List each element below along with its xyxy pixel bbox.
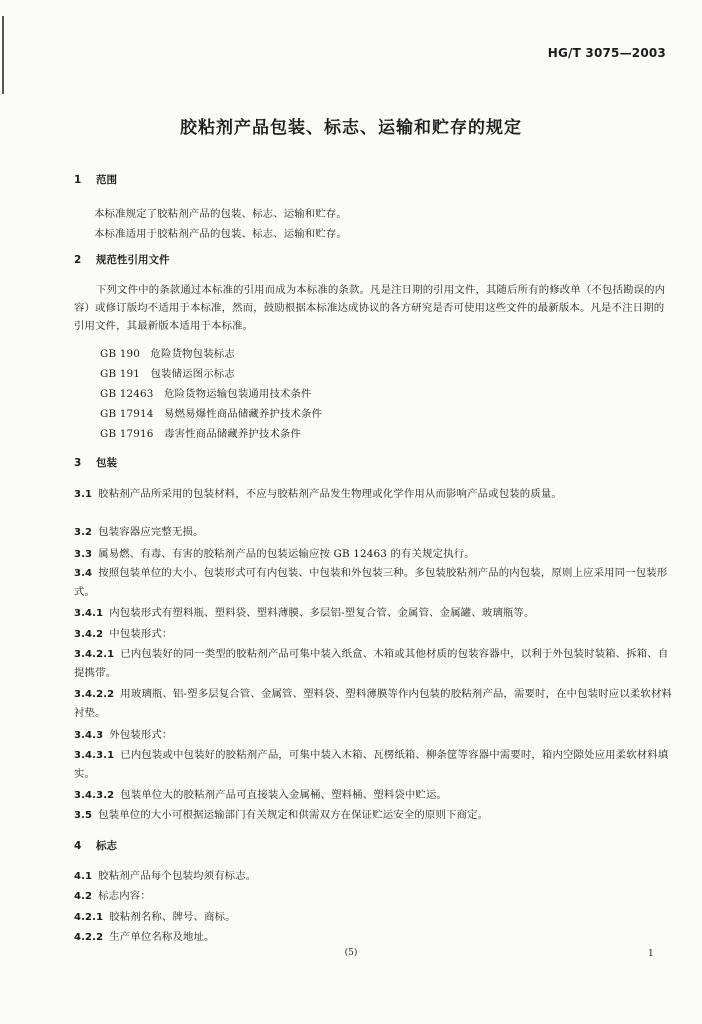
clause-number: 3.4.2	[74, 629, 104, 640]
clause-number: 3.4.1	[74, 608, 104, 619]
clause-4-2-2	[74, 928, 215, 943]
clause-text: 已内包装好的同一类型的胶粘剂产品可集中装入纸盒、木箱或其他材质的包装容器中，以利于外包装时装箱、拆箱、自提携带。	[74, 648, 669, 679]
clause-3-1	[74, 485, 674, 504]
clause-text: 胶粘剂产品每个包装均须有标志。	[98, 870, 257, 882]
clause-text: 包装容器应完整无损。	[98, 526, 204, 538]
clause-4-2-1	[74, 908, 236, 923]
scan-edge-mark	[2, 16, 4, 94]
clause-3-4-2-1	[74, 645, 674, 682]
clause-3-5	[74, 806, 488, 821]
clause-number: 3.4.3.2	[74, 790, 115, 801]
paragraph: 下列文件中的条款通过本标准的引用而成为本标准的条款。凡是注日期的引用文件，其随后所有的修改单（不包括勘误的内容）或修订版均不适用于本标准，然而，鼓励根据本标准达成协议的各方研究是否可使用这些文件的最新版本。凡是不注日期的引用文件，其最新版本适用于本标准。	[74, 284, 666, 332]
clause-number: 3.4.2.2	[74, 689, 115, 700]
clause-3-4-3-1	[74, 746, 674, 783]
section-4-heading	[74, 838, 117, 853]
clause-3-4-2-2	[74, 685, 674, 722]
clause-number: 3.3	[74, 549, 93, 560]
section-number: 3	[74, 457, 82, 469]
clause-text: 外包装形式：	[109, 729, 173, 741]
clause-number: 3.5	[74, 810, 93, 821]
clause-3-4	[74, 564, 674, 601]
reference-item: GB 17914 易燃易爆性商品储藏养护技术条件	[100, 408, 323, 420]
section-1-heading	[74, 172, 117, 187]
clause-text: 中包装形式：	[109, 628, 173, 640]
clause-text: 胶粘剂名称、牌号、商标。	[109, 911, 236, 923]
clause-3-2	[74, 523, 204, 538]
clause-number: 4.1	[74, 871, 93, 882]
clause-number: 3.1	[74, 489, 93, 500]
section-3-heading	[74, 455, 117, 470]
clause-number: 3.4.3.1	[74, 750, 115, 761]
clause-number: 4.2	[74, 891, 93, 902]
clause-number: 4.2.2	[74, 932, 104, 943]
clause-text: 包装单位的大小可根据运输部门有关规定和供需双方在保证贮运安全的原则下商定。	[98, 809, 489, 821]
reference-item: GB 191 包装储运图示标志	[100, 368, 235, 380]
clause-4-2	[74, 887, 151, 902]
clause-number: 3.4.2.1	[74, 649, 115, 660]
paragraph: 本标准规定了胶粘剂产品的包装、标志、运输和贮存。	[94, 208, 347, 220]
section-title: 规范性引用文件	[96, 254, 170, 266]
page-title: 胶粘剂产品包装、标志、运输和贮存的规定	[180, 118, 522, 138]
clause-text: 按照包装单位的大小、包装形式可有内包装、中包装和外包装三种。多包装胶粘剂产品的内包装，原则上应采用同一包装形式。	[74, 567, 668, 598]
page-number: 1	[648, 949, 654, 959]
section-number: 2	[74, 254, 82, 266]
clause-3-3	[74, 545, 475, 560]
standard-id: HG/T 3075—2003	[547, 46, 666, 60]
clause-4-1	[74, 867, 256, 882]
clause-3-4-3	[74, 726, 172, 741]
clause-number: 3.4	[74, 568, 93, 579]
section-title: 包装	[96, 457, 117, 469]
clause-text: 内包装形式有塑料瓶、塑料袋、塑料薄膜、多层铝-塑复合管、金属管、金属罐、玻璃瓶等。	[109, 607, 535, 619]
section-title: 范围	[96, 174, 117, 186]
clause-number: 3.4.3	[74, 730, 104, 741]
clause-text: 用玻璃瓶、铝-塑多层复合管、金属管、塑料袋、塑料薄膜等作内包装的胶粘剂产品，需要时，在中包装时应以柔软材料衬垫。	[74, 688, 673, 719]
clause-3-4-3-2	[74, 786, 447, 801]
reference-item: GB 190 危险货物包装标志	[100, 348, 235, 360]
clause-number: 4.2.1	[74, 912, 104, 923]
clause-3-4-2	[74, 625, 172, 640]
clause-text: 胶粘剂产品所采用的包装材料，不应与胶粘剂产品发生物理或化学作用从而影响产品或包装的质量。	[98, 488, 562, 500]
section-number: 1	[74, 174, 82, 186]
section-number: 4	[74, 840, 82, 852]
clause-number: 3.2	[74, 527, 93, 538]
section-title: 标志	[96, 840, 117, 852]
clause-text: 已内包装或中包装好的胶粘剂产品，可集中装入木箱、瓦楞纸箱、柳条筐等容器中需要时，箱内空隙处应用柔软材料填实。	[74, 749, 669, 780]
clause-text: 包装单位大的胶粘剂产品可直接装入金属桶、塑料桶、塑料袋中贮运。	[120, 789, 448, 801]
clause-text: 生产单位名称及地址。	[109, 931, 215, 943]
reference-item: GB 17916 毒害性商品储藏养护技术条件	[100, 428, 302, 440]
folio: (5)	[344, 948, 358, 958]
paragraph: 本标准适用于胶粘剂产品的包装、标志、运输和贮存。	[94, 228, 347, 240]
section-2-heading	[74, 252, 170, 267]
clause-text: 标志内容：	[98, 890, 151, 902]
clause-3-4-1	[74, 604, 535, 619]
reference-item: GB 12463 危险货物运输包装通用技术条件	[100, 388, 312, 400]
clause-text: 属易燃、有毒、有害的胶粘剂产品的包装运输应按 GB 12463 的有关规定执行。	[98, 548, 475, 560]
